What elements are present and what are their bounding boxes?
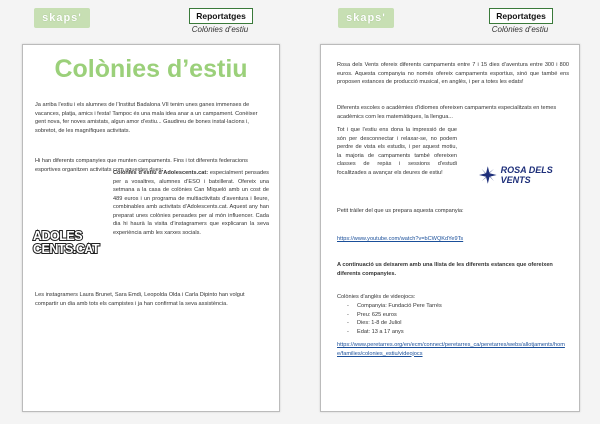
trailer-paragraph: Petit tràiler del que us prepara aquesta companyia: xyxy=(337,208,464,214)
rosa-dels-vents-paragraph: Rosa dels Vents ofereix diferents campaments entre 7 i 15 dies d’aventura entre 300 i 800 euros. Aquesta companyia no només ofereix campaments esportius, sinó que també ens proposen estances de producció musical, en anglès, i per a totes les edats! xyxy=(337,62,569,85)
companies-paragraph: Hi han diferents companyies que munten campaments. Fins i tot diferents federacions esportives organitzen activitats com aquestes dues: xyxy=(35,158,248,173)
video-link-paragraph xyxy=(337,235,569,244)
adolescents-logo-line2: CENTS.CAT xyxy=(33,242,100,256)
adolescents-paragraph xyxy=(113,169,269,237)
subsection-label-left: Colònies d’estiu xyxy=(191,25,249,34)
intro-paragraph: Ja arriba l’estiu i els alumnes de l’Institut Badalona VII tenim unes ganes immenses de vacances, platja, amics i festa! Tampoc és una mala idea anar a un campament. Conèixer gent nova, fer noves amistats, algun amor d’estiu... Gaudireu de bones instal·lacions i, sobretot, de les magnífiques activitats. xyxy=(35,102,258,134)
section-label-left: Reportatges xyxy=(189,8,253,24)
section-label-right: Reportatges xyxy=(489,8,553,24)
list-item: - Preu: 625 euros xyxy=(357,311,577,320)
academies-paragraph: Diferents escoles o acadèmies d’idiomes ofereixen campaments especialitzats en temes acadèmics com les matemàtiques, la llengua... xyxy=(337,105,557,120)
camp-details-list xyxy=(337,302,577,336)
adolescents-logo-line1: ADOLES xyxy=(33,229,83,243)
adolescents-heading: Colònies d’estiu d’Adolescents.cat: xyxy=(113,170,209,176)
list-intro-paragraph: A continuació us deixarem amb una llista de les diferents estances que ofereixen diferents companyies. xyxy=(337,262,553,277)
list-heading: Colònies d’anglès de videojocs: xyxy=(337,294,416,300)
list-item: - Edat: 13 a 17 anys xyxy=(357,328,577,337)
adolescents-body: especialment pensades per a vosaltres, alumnes d’ESO i batxillerat. Ofereix una setmana a la casa de colònies Can Miqueló amb un cost de 489 euros i un programa de multiactivitats d’aventura i lleure, combinables amb activitats d’Adolescents.cat. Aquest any han preparat unes colònies pensades per al món influencer. Cada dia hi haurà la visita d’instagramers que explicaran la seva experiència amb les xarxes socials. xyxy=(113,170,269,236)
list-item: - Companyia: Fundació Pere Tarrés xyxy=(357,302,577,311)
left-page xyxy=(22,44,280,412)
rosa-dels-vents-logo-text: ROSA DELS VENTS xyxy=(500,165,553,185)
rosa-dels-vents-logo xyxy=(479,163,575,187)
camp-link-paragraph xyxy=(337,341,569,358)
subsection-label-right: Colònies d’estiu xyxy=(491,25,549,34)
video-link[interactable]: https://www.youtube.com/watch?v=bCWQKdYe9Ts xyxy=(337,236,464,242)
compass-rose-icon xyxy=(479,165,497,185)
study-paragraph: Tot i que l’estiu ens dona la impressió de que són per desconnectar i relaxar-se, no podem perdre de vista els estudis, i per aquest motiu, la majoria de campaments també ofereixen classes de repàs i sessions d’estudi focalitzades a avançar els deures de estiu! xyxy=(337,127,457,176)
magazine-logo-left: skaps' xyxy=(34,8,90,28)
page-title: Colònies d’estiu xyxy=(54,55,248,83)
magazine-logo-right: skaps' xyxy=(338,8,394,28)
right-page xyxy=(320,44,580,412)
camp-link[interactable]: https://www.peretarres.org/en/ecm/connect/peretarres_ca/peretarres/webs/allotjaments/home/families/colonies_estiu/videojocs xyxy=(337,342,565,357)
instagramers-paragraph: Les instagramers Laura Brunet, Sara Emdi, Leopolda Olda i Carla Dipinto han volgut compartir un dia amb tots els campistes i ja han confirmat la seva assistència. xyxy=(35,292,245,307)
adolescents-logo xyxy=(33,230,105,270)
list-item: - Dies: 1-8 de Juliol xyxy=(357,319,577,328)
